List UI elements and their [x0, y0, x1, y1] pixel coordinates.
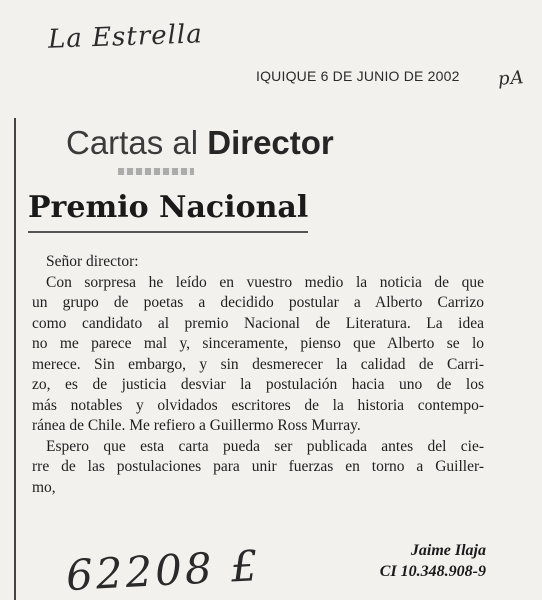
signature-block: [380, 540, 486, 582]
paragraph-2: [32, 437, 484, 499]
dateline: IQUIQUE 6 DE JUNIO DE 2002: [256, 68, 460, 84]
section-title: [66, 124, 334, 162]
signature-id: CI 10.348.908-9: [379, 563, 486, 580]
body-line: mo,: [32, 478, 56, 496]
body-line: Con sorpresa he leído en vuestro medio la noticia de que: [46, 273, 484, 291]
body-line: Espero que esta carta pueda ser publicada antes del cie-: [46, 437, 484, 455]
letter-body: [32, 252, 484, 498]
handwritten-catalog-number: 62208 £: [64, 540, 262, 600]
handwritten-source-note: La Estrella: [47, 19, 204, 55]
paragraph-1: [32, 273, 484, 437]
section-title-light: Cartas al: [66, 124, 199, 161]
headline: Premio Nacional: [28, 190, 309, 225]
body-line: merece. Sin embargo, y sin desmerecer la calidad de Carri-: [32, 355, 484, 373]
section-ornament: [118, 168, 194, 175]
body-line: zo, es de justicia desviar la postulación hacia uno de los: [32, 376, 484, 393]
body-line: más notables y olvidados escritores de la historia contempo-: [32, 396, 484, 414]
section-title-bold: Director: [207, 124, 334, 161]
headline-underline: [28, 231, 308, 233]
body-line: ránea de Chile. Me refiero a Guillermo Ross Murray.: [32, 417, 361, 434]
salutation: Señor director:: [46, 253, 139, 270]
body-line: un grupo de poetas a decidido postular a Alberto Carrizo: [32, 294, 484, 311]
signature-name: Jaime Ilaja: [410, 542, 486, 559]
body-line: rre de las postulaciones para unir fuerzas en torno a Guiller-: [32, 458, 484, 475]
column-rule: [14, 118, 16, 600]
body-line: no me parece mal y, sinceramente, pienso que Alberto se lo: [32, 335, 484, 352]
body-line: como candidato al premio Nacional de Literatura. La idea: [32, 314, 484, 332]
handwritten-corner-note: pA: [497, 67, 526, 90]
